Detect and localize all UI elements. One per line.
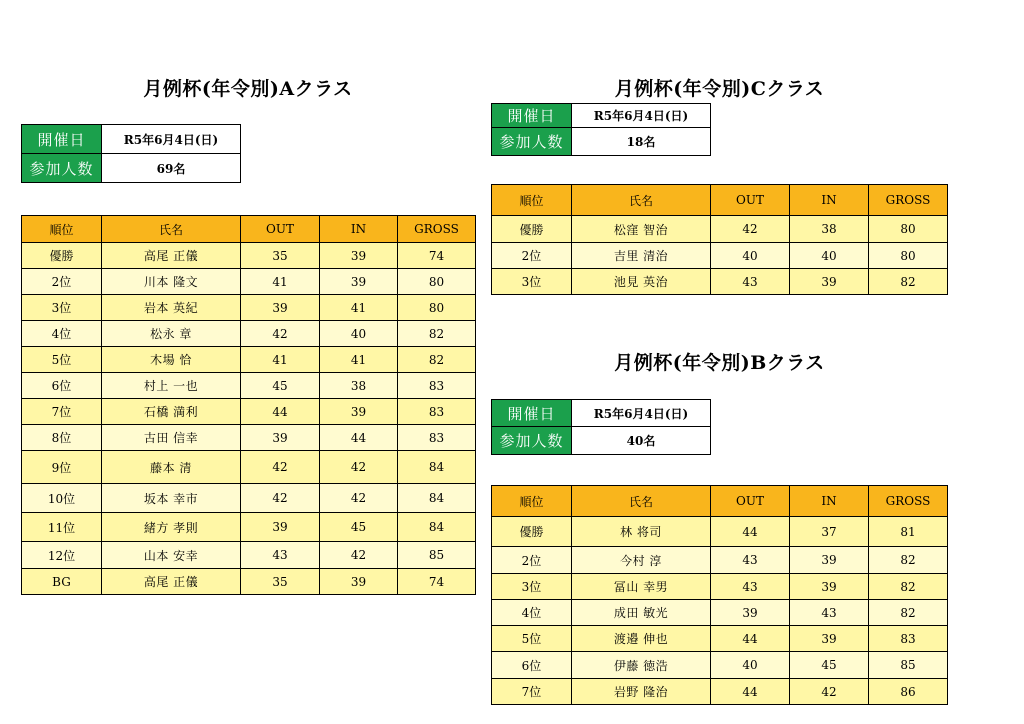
- cell-name: 成田 敏光: [572, 600, 711, 626]
- date-value: R5年6月4日(日): [102, 125, 241, 154]
- cell-in: 39: [790, 626, 869, 652]
- cell-rank: 3位: [492, 574, 572, 600]
- cell-name: 伊藤 徳浩: [572, 652, 711, 679]
- header-gross: GROSS: [869, 486, 948, 517]
- cell-gross: 82: [398, 321, 476, 347]
- cell-in: 41: [320, 295, 398, 321]
- table-row: [492, 216, 948, 243]
- count-value: 69名: [102, 154, 241, 183]
- cell-gross: 80: [398, 269, 476, 295]
- cell-rank: 2位: [492, 243, 572, 269]
- cell-in: 42: [320, 451, 398, 484]
- cell-gross: 83: [398, 399, 476, 425]
- table-row: [492, 574, 948, 600]
- cell-out: 39: [241, 425, 320, 451]
- cell-gross: 80: [869, 243, 948, 269]
- cell-name: 池見 英治: [572, 269, 711, 295]
- cell-in: 45: [320, 513, 398, 542]
- count-label: 参加人数: [22, 154, 102, 183]
- table-row: [22, 399, 476, 425]
- cell-name: 岩野 隆治: [572, 679, 711, 705]
- class-a-info-table: [21, 124, 241, 183]
- cell-in: 45: [790, 652, 869, 679]
- cell-in: 40: [790, 243, 869, 269]
- header-gross: GROSS: [869, 185, 948, 216]
- cell-name: 松窪 智治: [572, 216, 711, 243]
- cell-gross: 82: [869, 574, 948, 600]
- class-a-title: 月例杯(年令別)Aクラス: [143, 78, 353, 100]
- cell-rank: 6位: [22, 373, 102, 399]
- cell-name: 村上 一也: [102, 373, 241, 399]
- cell-out: 43: [241, 542, 320, 569]
- cell-name: 山本 安幸: [102, 542, 241, 569]
- table-row: [492, 626, 948, 652]
- cell-gross: 82: [869, 600, 948, 626]
- cell-gross: 84: [398, 451, 476, 484]
- table-row: [22, 451, 476, 484]
- table-row: [492, 652, 948, 679]
- header-out: OUT: [711, 185, 790, 216]
- cell-in: 39: [790, 269, 869, 295]
- table-row: [492, 600, 948, 626]
- date-label: 開催日: [22, 125, 102, 154]
- cell-in: 39: [790, 574, 869, 600]
- cell-gross: 85: [398, 542, 476, 569]
- cell-rank: 優勝: [22, 243, 102, 269]
- cell-in: 42: [320, 484, 398, 513]
- table-row: [492, 547, 948, 574]
- date-label: 開催日: [492, 104, 572, 128]
- table-row: [22, 295, 476, 321]
- cell-gross: 74: [398, 569, 476, 595]
- cell-out: 43: [711, 547, 790, 574]
- class-b-results-table: [491, 485, 948, 705]
- cell-out: 44: [241, 399, 320, 425]
- cell-rank: BG: [22, 569, 102, 595]
- count-value: 18名: [572, 128, 711, 156]
- cell-out: 39: [241, 295, 320, 321]
- cell-rank: 12位: [22, 542, 102, 569]
- table-row: [22, 569, 476, 595]
- cell-out: 43: [711, 269, 790, 295]
- date-value: R5年6月4日(日): [572, 400, 711, 427]
- cell-gross: 83: [869, 626, 948, 652]
- cell-rank: 4位: [22, 321, 102, 347]
- class-b-info-table: [491, 399, 711, 455]
- cell-in: 39: [790, 547, 869, 574]
- header-gross: GROSS: [398, 216, 476, 243]
- cell-out: 41: [241, 347, 320, 373]
- cell-rank: 10位: [22, 484, 102, 513]
- header-name: 氏名: [572, 486, 711, 517]
- cell-gross: 80: [869, 216, 948, 243]
- count-value: 40名: [572, 427, 711, 455]
- cell-rank: 優勝: [492, 216, 572, 243]
- header-in: IN: [790, 486, 869, 517]
- cell-in: 39: [320, 269, 398, 295]
- cell-rank: 11位: [22, 513, 102, 542]
- cell-out: 42: [711, 216, 790, 243]
- cell-gross: 81: [869, 517, 948, 547]
- class-b-title: 月例杯(年令別)Bクラス: [614, 352, 825, 374]
- class-a-results-table: [21, 215, 476, 595]
- class-c-title: 月例杯(年令別)Cクラス: [614, 78, 825, 100]
- count-label: 参加人数: [492, 128, 572, 156]
- cell-gross: 82: [869, 547, 948, 574]
- cell-gross: 80: [398, 295, 476, 321]
- table-row: [22, 542, 476, 569]
- cell-out: 42: [241, 484, 320, 513]
- cell-gross: 82: [398, 347, 476, 373]
- cell-name: 坂本 幸市: [102, 484, 241, 513]
- cell-gross: 74: [398, 243, 476, 269]
- cell-rank: 7位: [492, 679, 572, 705]
- cell-out: 35: [241, 243, 320, 269]
- cell-in: 40: [320, 321, 398, 347]
- cell-out: 35: [241, 569, 320, 595]
- header-name: 氏名: [102, 216, 241, 243]
- cell-rank: 3位: [22, 295, 102, 321]
- date-value: R5年6月4日(日): [572, 104, 711, 128]
- cell-in: 44: [320, 425, 398, 451]
- cell-rank: 5位: [492, 626, 572, 652]
- cell-out: 44: [711, 679, 790, 705]
- cell-out: 44: [711, 517, 790, 547]
- cell-gross: 83: [398, 425, 476, 451]
- cell-name: 古田 信幸: [102, 425, 241, 451]
- cell-in: 42: [320, 542, 398, 569]
- table-row: [492, 679, 948, 705]
- cell-out: 45: [241, 373, 320, 399]
- cell-out: 42: [241, 321, 320, 347]
- table-row: [22, 243, 476, 269]
- cell-gross: 85: [869, 652, 948, 679]
- cell-gross: 86: [869, 679, 948, 705]
- table-row: [22, 373, 476, 399]
- cell-name: 林 将司: [572, 517, 711, 547]
- cell-rank: 8位: [22, 425, 102, 451]
- cell-in: 39: [320, 243, 398, 269]
- cell-out: 40: [711, 652, 790, 679]
- cell-gross: 84: [398, 513, 476, 542]
- table-row: [492, 243, 948, 269]
- table-row: [492, 517, 948, 547]
- cell-gross: 83: [398, 373, 476, 399]
- cell-out: 39: [241, 513, 320, 542]
- cell-in: 42: [790, 679, 869, 705]
- table-row: [22, 513, 476, 542]
- header-out: OUT: [711, 486, 790, 517]
- cell-rank: 2位: [492, 547, 572, 574]
- header-name: 氏名: [572, 185, 711, 216]
- cell-gross: 84: [398, 484, 476, 513]
- header-out: OUT: [241, 216, 320, 243]
- cell-in: 38: [790, 216, 869, 243]
- date-label: 開催日: [492, 400, 572, 427]
- table-row: [22, 269, 476, 295]
- cell-out: 40: [711, 243, 790, 269]
- table-row: [22, 484, 476, 513]
- cell-out: 39: [711, 600, 790, 626]
- cell-in: 43: [790, 600, 869, 626]
- cell-out: 42: [241, 451, 320, 484]
- class-c-results-table: [491, 184, 948, 295]
- cell-rank: 9位: [22, 451, 102, 484]
- class-c-info-table: [491, 103, 711, 156]
- cell-rank: 7位: [22, 399, 102, 425]
- table-row: [22, 425, 476, 451]
- cell-name: 渡邉 伸也: [572, 626, 711, 652]
- cell-name: 木場 恰: [102, 347, 241, 373]
- table-row: [22, 347, 476, 373]
- cell-in: 39: [320, 569, 398, 595]
- cell-in: 39: [320, 399, 398, 425]
- header-rank: 順位: [492, 486, 572, 517]
- table-row: [492, 269, 948, 295]
- cell-name: 石橋 満利: [102, 399, 241, 425]
- cell-name: 川本 隆文: [102, 269, 241, 295]
- cell-in: 41: [320, 347, 398, 373]
- header-rank: 順位: [492, 185, 572, 216]
- cell-in: 38: [320, 373, 398, 399]
- cell-name: 藤本 清: [102, 451, 241, 484]
- cell-name: 今村 淳: [572, 547, 711, 574]
- cell-rank: 優勝: [492, 517, 572, 547]
- cell-out: 41: [241, 269, 320, 295]
- header-in: IN: [790, 185, 869, 216]
- cell-rank: 3位: [492, 269, 572, 295]
- cell-out: 43: [711, 574, 790, 600]
- table-row: [22, 321, 476, 347]
- count-label: 参加人数: [492, 427, 572, 455]
- cell-gross: 82: [869, 269, 948, 295]
- header-in: IN: [320, 216, 398, 243]
- cell-name: 高尾 正儀: [102, 569, 241, 595]
- cell-name: 高尾 正儀: [102, 243, 241, 269]
- cell-out: 44: [711, 626, 790, 652]
- cell-name: 冨山 幸男: [572, 574, 711, 600]
- header-rank: 順位: [22, 216, 102, 243]
- cell-name: 緒方 孝則: [102, 513, 241, 542]
- cell-rank: 2位: [22, 269, 102, 295]
- cell-in: 37: [790, 517, 869, 547]
- cell-rank: 5位: [22, 347, 102, 373]
- cell-name: 松永 章: [102, 321, 241, 347]
- cell-rank: 4位: [492, 600, 572, 626]
- cell-rank: 6位: [492, 652, 572, 679]
- cell-name: 吉里 清治: [572, 243, 711, 269]
- cell-name: 岩本 英紀: [102, 295, 241, 321]
